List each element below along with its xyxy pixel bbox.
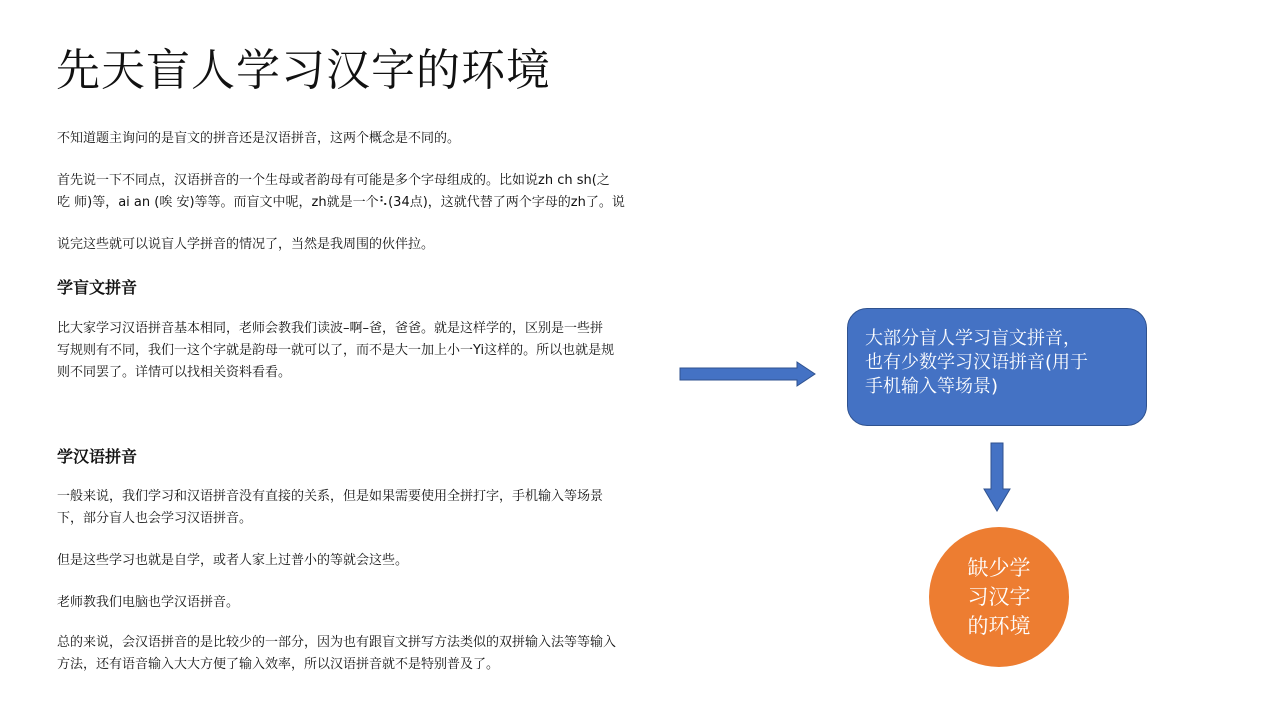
summary-paragraph bbox=[57, 632, 657, 676]
chinese-pinyin-paragraph bbox=[57, 486, 657, 530]
circle-text-line: 的环境 bbox=[967, 613, 1031, 638]
box-text-line: 手机输入等场景) bbox=[865, 376, 999, 397]
text-line: 下，部分盲人也会学习汉语拼音。 bbox=[57, 511, 253, 526]
right-arrow bbox=[680, 362, 815, 386]
conclusion-circle bbox=[929, 527, 1069, 667]
computer-class-paragraph: 老师教我们电脑也学汉语拼音。 bbox=[57, 595, 240, 610]
difference-paragraph bbox=[57, 170, 657, 214]
box-text-line: 也有少数学习汉语拼音(用于 bbox=[865, 352, 1089, 373]
down-arrow bbox=[984, 443, 1010, 511]
intro-paragraph: 不知道题主询问的是盲文的拼音还是汉语拼音，这两个概念是不同的。 bbox=[57, 131, 461, 146]
box-text-line: 大部分盲人学习盲文拼音， bbox=[865, 328, 1081, 349]
text-line: 则不同罢了。详情可以找相关资料看看。 bbox=[57, 365, 292, 380]
circle-text-line: 习汉字 bbox=[967, 584, 1031, 609]
section-heading-braille-pinyin: 学盲文拼音 bbox=[57, 278, 138, 297]
transition-paragraph: 说完这些就可以说盲人学拼音的情况了，当然是我周围的伙伴拉。 bbox=[57, 237, 435, 252]
text-line: 方法，还有语音输入大大方便了输入效率，所以汉语拼音就不是特别普及了。 bbox=[57, 657, 500, 672]
text-line: 首先说一下不同点，汉语拼音的一个生母或者韵母有可能是多个字母组成的。比如说zh ch sh(之 bbox=[57, 173, 610, 188]
circle-text-line: 缺少学 bbox=[967, 555, 1031, 580]
section-heading-chinese-pinyin: 学汉语拼音 bbox=[57, 447, 138, 466]
summary-box bbox=[847, 308, 1147, 426]
text-line: 比大家学习汉语拼音基本相同，老师会教我们读波–啊–爸，爸爸。就是这样学的，区别是一些拼 bbox=[57, 321, 604, 336]
text-line: 总的来说，会汉语拼音的是比较少的一部分，因为也有跟盲文拼写方法类似的双拼输入法等等输入 bbox=[57, 635, 617, 650]
text-line: 写规则有不同，我们一这个字就是韵母一就可以了，而不是大一加上小一Yi这样的。所以也就是规 bbox=[57, 343, 615, 358]
text-line: 吃 师)等，ai an (唉 安)等等。而盲文中呢，zh就是一个⠣(34点)，这就代替了两个字母的zh了。说 bbox=[57, 195, 625, 210]
text-line: 一般来说，我们学习和汉语拼音没有直接的关系，但是如果需要使用全拼打字，手机输入等场景 bbox=[57, 489, 604, 504]
page-title: 先天盲人学习汉字的环境 bbox=[56, 45, 551, 96]
braille-pinyin-paragraph bbox=[57, 318, 657, 384]
self-study-paragraph: 但是这些学习也就是自学，或者人家上过普小的等就会这些。 bbox=[57, 553, 409, 568]
